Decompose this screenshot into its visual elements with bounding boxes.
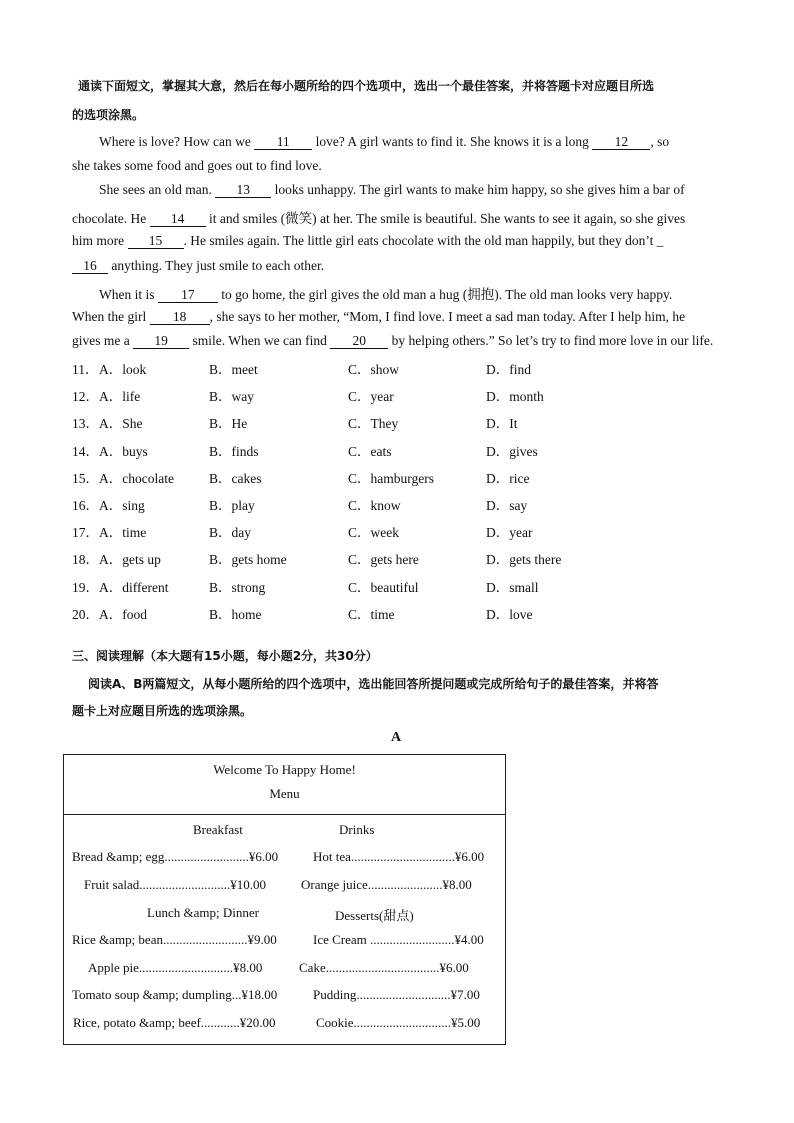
menu-divider	[64, 814, 505, 815]
blank-16: 16	[72, 259, 108, 274]
option-b: B．He	[209, 416, 248, 432]
menu-item: Cake...................................¥6.00	[299, 960, 469, 975]
menu-item: Pudding.............................¥7.00	[313, 987, 480, 1002]
text: Where is love? How can we	[99, 134, 251, 149]
text: When the girl	[72, 309, 147, 324]
option-d: D．find	[486, 362, 531, 377]
blank-15: 15	[128, 234, 184, 249]
menu-table	[63, 754, 506, 1045]
option-d: D．gets there	[486, 552, 562, 568]
option-d: D．It	[486, 416, 518, 432]
option-b: B．way	[209, 389, 254, 405]
blank-12: 12	[592, 135, 650, 150]
blank-17: 17	[158, 288, 218, 303]
text: smile. When we can find	[192, 333, 327, 348]
option-a: A．chocolate	[99, 470, 174, 486]
blank-18: 18	[150, 310, 210, 325]
question-number: 14．	[72, 443, 99, 459]
drinks-header: Drinks	[339, 822, 375, 837]
passage-line-7	[99, 283, 672, 303]
breakfast-header: Breakfast	[193, 822, 243, 837]
option-a: A．life	[99, 389, 141, 405]
text: looks unhappy. The girl wants to make him happy, so she gives him a bar of	[274, 182, 685, 197]
text: chocolate. He	[72, 211, 147, 226]
option-c: C．know	[348, 498, 401, 513]
passage-line-3	[99, 182, 685, 198]
text: , so	[650, 134, 670, 149]
passage-line-4	[72, 207, 685, 227]
question-number: 16．	[72, 498, 99, 513]
option-a: A．sing	[99, 498, 145, 513]
section-title: 三、阅读理解（本大题有15小题，每小题2分，共30分）	[72, 649, 378, 663]
option-b: B．strong	[209, 579, 266, 595]
option-c: C．time	[348, 606, 395, 622]
lunch-dinner-header: Lunch &amp; Dinner	[147, 905, 259, 920]
option-a: A．gets up	[99, 552, 161, 568]
instruction-line-2: 的选项涂黑。	[72, 108, 145, 122]
option-c: C．eats	[348, 443, 392, 459]
menu-subtitle: Menu	[269, 786, 300, 801]
option-a: A．different	[99, 579, 169, 595]
option-b: B．home	[209, 606, 262, 622]
question-number: 18．	[72, 552, 99, 568]
menu-item: Rice, potato &amp; beef............¥20.00	[73, 1015, 276, 1030]
menu-item: Bread &amp; egg..........................¥6.00	[72, 849, 279, 864]
option-c: C．gets here	[348, 552, 419, 568]
menu-item: Apple pie.............................¥8.00	[88, 960, 263, 975]
desserts-header: Desserts(甜点)	[335, 908, 414, 923]
blank-11: 11	[254, 135, 312, 150]
text: it and smiles (微笑) at her. The smile is beautiful. She wants to see it again, so she gives	[208, 211, 686, 226]
instruction-line-1: 通读下面短文，掌握其大意，然后在每小题所给的四个选项中，选出一个最佳答案，并将答题卡对应题目所选	[78, 79, 655, 93]
option-b: B．cakes	[209, 470, 262, 486]
blank-20: 20	[330, 334, 388, 349]
question-number: 12．	[72, 389, 99, 405]
menu-item: Rice &amp; bean..........................¥9.00	[72, 932, 277, 947]
option-d: D．year	[486, 525, 533, 541]
option-d: D．month	[486, 389, 544, 405]
option-c: C．beautiful	[348, 579, 419, 595]
question-number: 13．	[72, 416, 99, 432]
question-number: 19．	[72, 579, 99, 595]
blank-19: 19	[133, 334, 189, 349]
passage-line-8	[72, 309, 685, 325]
text: anything. They just smile to each other.	[111, 258, 325, 273]
option-d: D．say	[486, 498, 528, 513]
section-instruction-2: 题卡上对应题目所选的选项涂黑。	[72, 704, 253, 718]
passage-label: A	[391, 730, 402, 745]
option-a: A．food	[99, 606, 147, 622]
option-c: C．year	[348, 389, 394, 405]
option-a: A．She	[99, 416, 143, 432]
option-c: C．They	[348, 416, 399, 432]
option-a: A．time	[99, 525, 147, 541]
text: She sees an old man.	[99, 182, 212, 197]
option-b: B．day	[209, 525, 251, 541]
blank-14: 14	[150, 212, 206, 227]
text: by helping others.” So let’s try to find more love in our life.	[391, 333, 714, 348]
option-c: C．hamburgers	[348, 470, 434, 486]
question-number: 11．	[72, 362, 99, 377]
section-instruction-1: 阅读A、B两篇短文，从每小题所给的四个选项中，选出能回答所提问题或完成所给句子的最佳答案，并将答	[88, 677, 659, 691]
menu-item: Orange juice.......................¥8.00	[301, 877, 472, 892]
menu-item: Tomato soup &amp; dumpling...¥18.00	[72, 987, 278, 1002]
passage-line-9	[72, 333, 713, 349]
text: love? A girl wants to find it. She knows it is a long	[315, 134, 589, 149]
passage-line-2: she takes some food and goes out to find love.	[72, 158, 322, 173]
option-c: C．show	[348, 362, 400, 377]
option-b: B．play	[209, 498, 255, 513]
question-number: 20．	[72, 606, 99, 622]
text: , she says to her mother, “Mom, I find love. I meet a sad man today. After I help him, he	[209, 309, 686, 324]
option-b: B．meet	[209, 362, 258, 377]
passage-line-1	[99, 134, 669, 150]
text: him more	[72, 233, 125, 248]
option-c: C．week	[348, 525, 399, 541]
blank-13: 13	[215, 183, 271, 198]
option-d: D．rice	[486, 470, 530, 486]
menu-item: Ice Cream ..........................¥4.00	[313, 932, 484, 947]
passage-line-5	[72, 233, 664, 249]
text: When it is	[99, 287, 155, 302]
passage-line-6	[72, 258, 324, 274]
option-a: A．buys	[99, 443, 148, 459]
option-b: B．gets home	[209, 552, 287, 568]
menu-item: Fruit salad............................¥10.00	[84, 877, 266, 892]
text: to go home, the girl gives the old man a hug (拥抱). The old man looks very happy.	[221, 287, 673, 302]
option-d: D．small	[486, 579, 539, 595]
text: . He smiles again. The little girl eats chocolate with the old man happily, but they don’t _	[183, 233, 664, 248]
option-b: B．finds	[209, 443, 259, 459]
option-d: D．love	[486, 606, 533, 622]
question-number: 17．	[72, 525, 99, 541]
option-a: A．look	[99, 362, 147, 377]
menu-title: Welcome To Happy Home!	[213, 762, 356, 777]
question-number: 15．	[72, 470, 99, 486]
text: gives me a	[72, 333, 130, 348]
menu-item: Cookie..............................¥5.00	[316, 1015, 481, 1030]
option-d: D．gives	[486, 443, 538, 459]
menu-item: Hot tea................................¥6.00	[313, 849, 485, 864]
